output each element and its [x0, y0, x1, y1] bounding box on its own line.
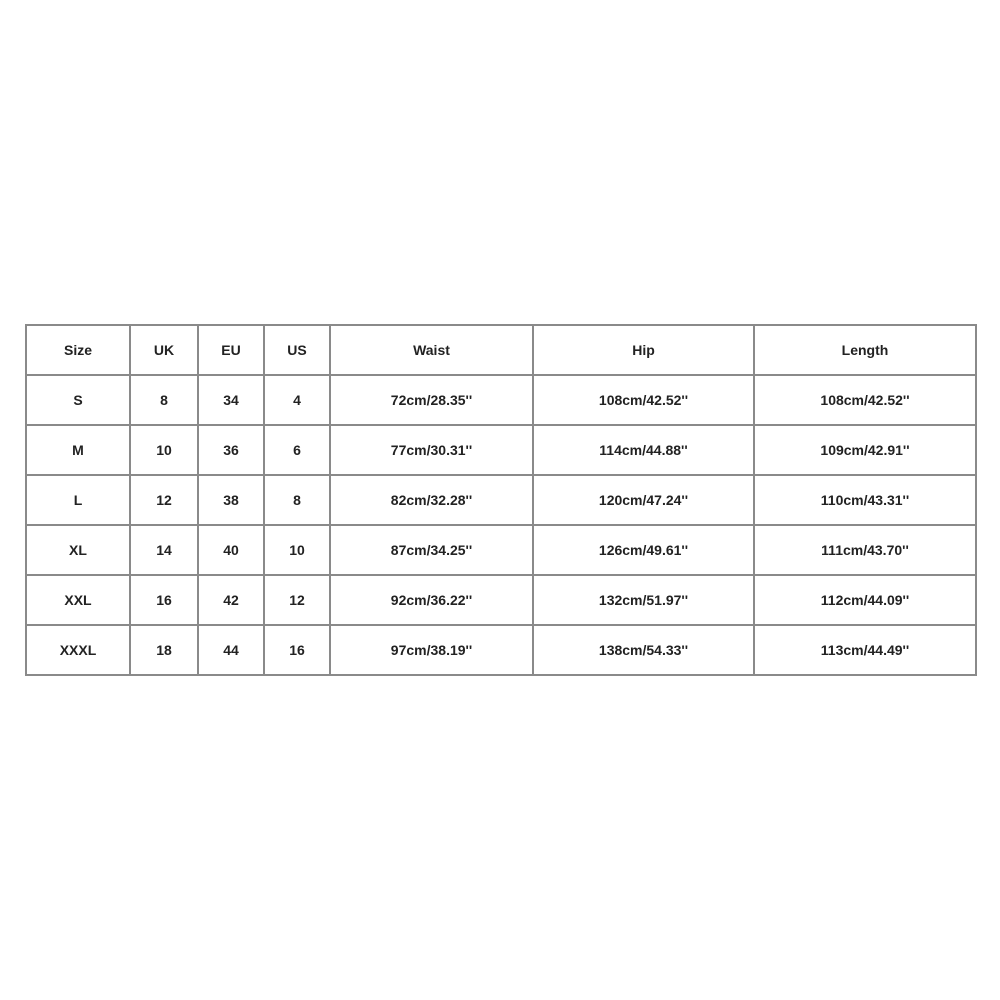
cell-waist: 97cm/38.19''	[330, 625, 533, 675]
cell-eu: 44	[198, 625, 264, 675]
cell-uk: 16	[130, 575, 198, 625]
table-row	[26, 425, 976, 475]
cell-size: M	[26, 425, 130, 475]
cell-hip: 108cm/42.52''	[533, 375, 754, 425]
cell-waist: 92cm/36.22''	[330, 575, 533, 625]
cell-eu: 34	[198, 375, 264, 425]
cell-hip: 138cm/54.33''	[533, 625, 754, 675]
header-us: US	[264, 325, 330, 375]
cell-length: 109cm/42.91''	[754, 425, 976, 475]
cell-length: 113cm/44.49''	[754, 625, 976, 675]
cell-eu: 38	[198, 475, 264, 525]
cell-size: S	[26, 375, 130, 425]
table-header-row	[26, 325, 976, 375]
cell-waist: 77cm/30.31''	[330, 425, 533, 475]
cell-hip: 132cm/51.97''	[533, 575, 754, 625]
cell-hip: 126cm/49.61''	[533, 525, 754, 575]
cell-us: 16	[264, 625, 330, 675]
cell-size: L	[26, 475, 130, 525]
cell-waist: 72cm/28.35''	[330, 375, 533, 425]
cell-hip: 114cm/44.88''	[533, 425, 754, 475]
cell-length: 111cm/43.70''	[754, 525, 976, 575]
cell-uk: 18	[130, 625, 198, 675]
cell-length: 112cm/44.09''	[754, 575, 976, 625]
table-row	[26, 475, 976, 525]
cell-us: 6	[264, 425, 330, 475]
cell-uk: 12	[130, 475, 198, 525]
cell-size: XXL	[26, 575, 130, 625]
cell-eu: 42	[198, 575, 264, 625]
cell-eu: 36	[198, 425, 264, 475]
cell-us: 8	[264, 475, 330, 525]
cell-size: XL	[26, 525, 130, 575]
header-hip: Hip	[533, 325, 754, 375]
cell-hip: 120cm/47.24''	[533, 475, 754, 525]
header-eu: EU	[198, 325, 264, 375]
cell-us: 10	[264, 525, 330, 575]
cell-uk: 10	[130, 425, 198, 475]
cell-uk: 8	[130, 375, 198, 425]
size-chart-table	[25, 324, 977, 676]
cell-us: 4	[264, 375, 330, 425]
cell-waist: 87cm/34.25''	[330, 525, 533, 575]
header-uk: UK	[130, 325, 198, 375]
table-row	[26, 575, 976, 625]
cell-length: 110cm/43.31''	[754, 475, 976, 525]
cell-us: 12	[264, 575, 330, 625]
cell-waist: 82cm/32.28''	[330, 475, 533, 525]
header-length: Length	[754, 325, 976, 375]
cell-length: 108cm/42.52''	[754, 375, 976, 425]
table-row	[26, 375, 976, 425]
table-row	[26, 625, 976, 675]
cell-size: XXXL	[26, 625, 130, 675]
header-size: Size	[26, 325, 130, 375]
cell-eu: 40	[198, 525, 264, 575]
cell-uk: 14	[130, 525, 198, 575]
table-row	[26, 525, 976, 575]
header-waist: Waist	[330, 325, 533, 375]
